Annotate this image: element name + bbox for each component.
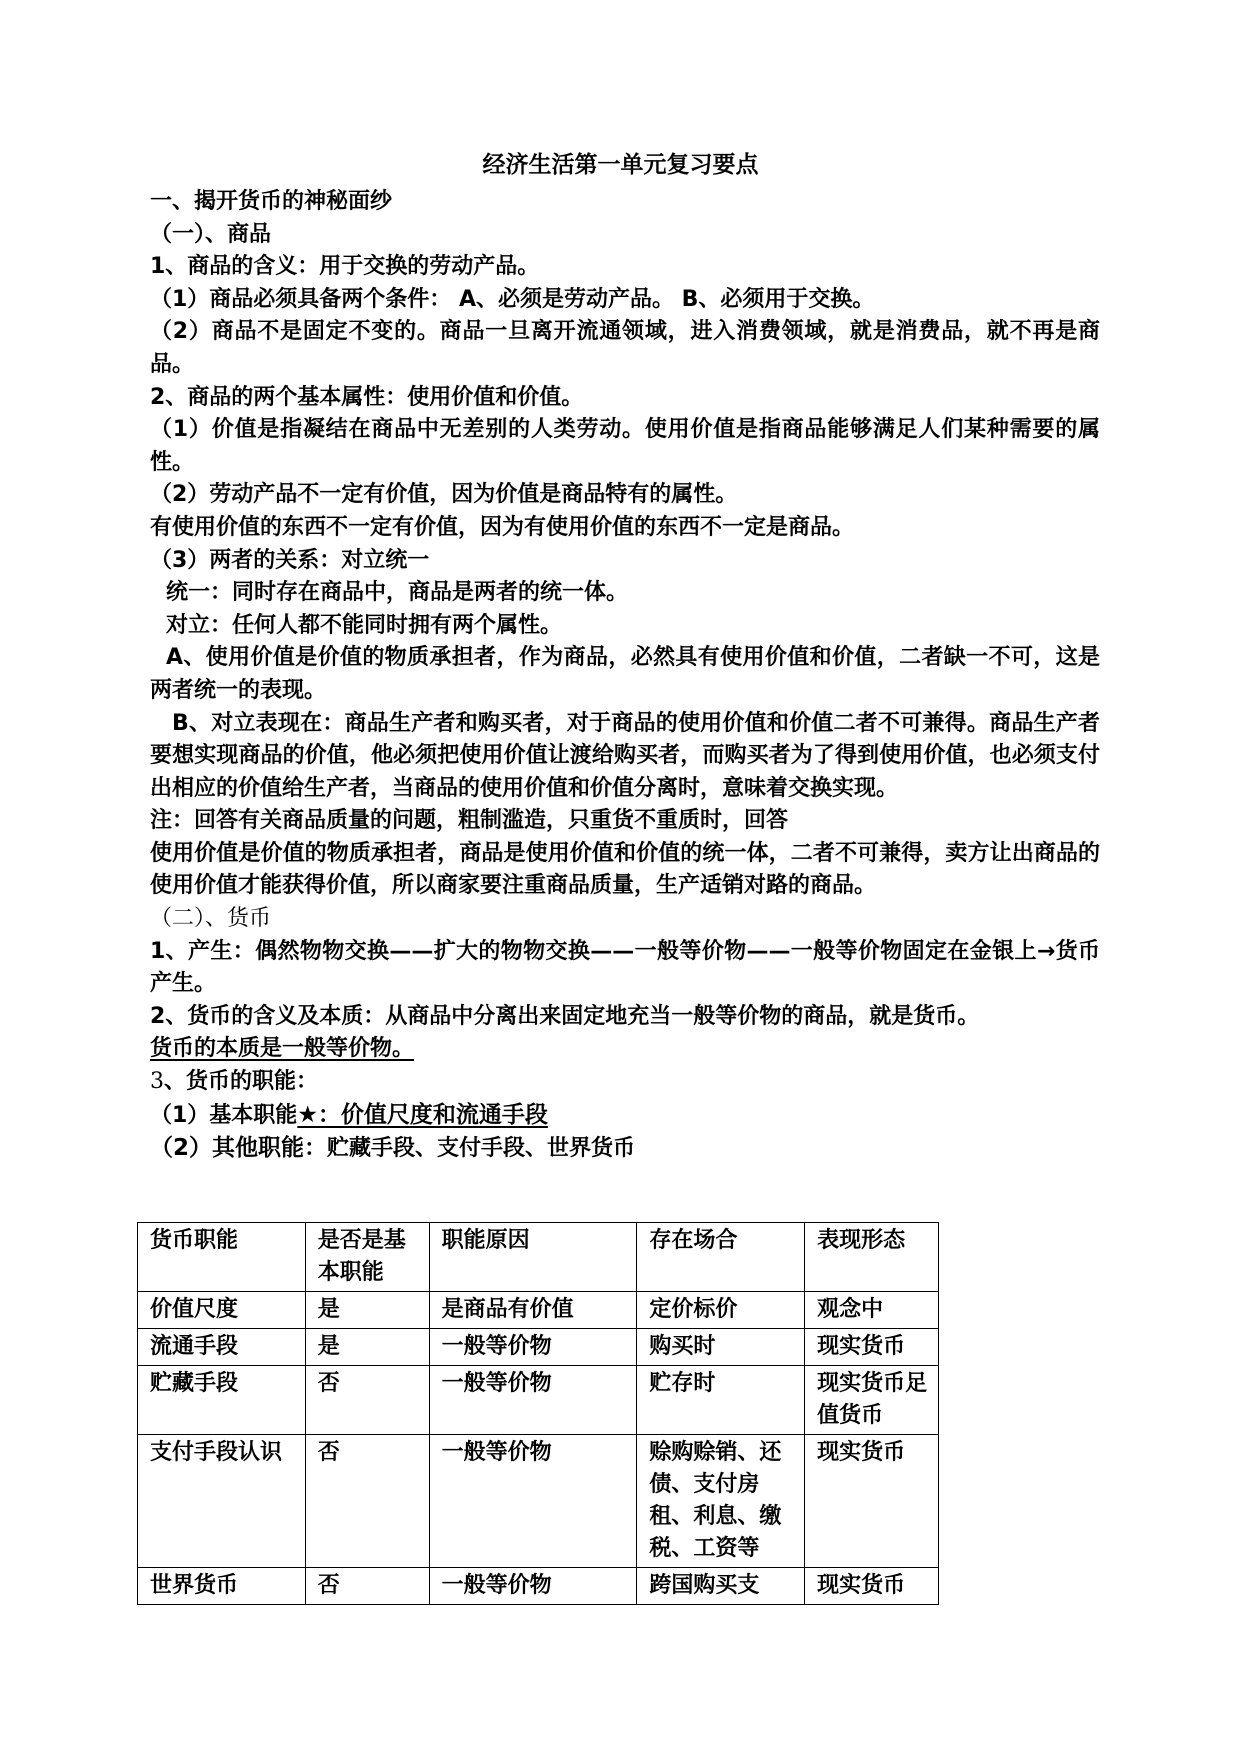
table-cell: 现实货币 xyxy=(805,1435,939,1568)
table-header-cell: 是否是基本职能 xyxy=(305,1223,429,1292)
table-cell: 支付手段认识 xyxy=(138,1435,306,1568)
table-row xyxy=(138,1435,939,1568)
table-row xyxy=(138,1329,939,1366)
table-cell: 是商品有价值 xyxy=(429,1292,637,1329)
table-cell: 价值尺度 xyxy=(138,1292,306,1329)
table-cell: 一般等价物 xyxy=(429,1329,637,1366)
underlined-text: 货币的本质是一般等价物。 xyxy=(150,1036,415,1062)
table-cell: 购买时 xyxy=(637,1329,805,1366)
table-cell: 赊购赊销、还债、支付房租、利息、缴税、工资等 xyxy=(637,1435,805,1568)
paragraph: 使用价值是价值的物质承担者，商品是使用价值和价值的统一体，二者不可兼得，卖方让出商品的使用价值才能获得价值，所以商家要注重商品质量，生产适销对路的商品。 xyxy=(150,840,1100,899)
table-cell: 观念中 xyxy=(805,1292,939,1329)
table-header-cell: 货币职能 xyxy=(138,1223,306,1292)
table-cell: 是 xyxy=(305,1292,429,1329)
paragraph: 2、货币的含义及本质：从商品中分离出来固定地充当一般等价物的商品，就是货币。 xyxy=(150,1003,980,1029)
paragraph: B、对立表现在：商品生产者和购买者，对于商品的使用价值和价值二者不可兼得。商品生产者要想实现商品的价值，他必须把使用价值让渡给购买者，而购买者为了得到使用价值，也必须支付出相应的价值给生产者，当商品的使用价值和价值分离时，意味着交换实现。 xyxy=(150,710,1100,801)
table-cell: 世界货币 xyxy=(138,1568,306,1605)
table-cell: 贮存时 xyxy=(637,1366,805,1435)
paragraph xyxy=(150,1033,1100,1066)
table-cell: 一般等价物 xyxy=(429,1568,637,1605)
table-cell: 一般等价物 xyxy=(429,1435,637,1568)
table-cell: 现实货币 xyxy=(805,1329,939,1366)
table-header-row xyxy=(138,1223,939,1292)
paragraph: （1）商品必须具备两个条件： A、必须是劳动产品。 B、必须用于交换。 xyxy=(150,286,875,312)
paragraph: 2、商品的两个基本属性：使用价值和价值。 xyxy=(150,384,584,410)
paragraph: 1、产生：偶然物物交换——扩大的物物交换——一般等价物——一般等价物固定在金银上→货币产生。 xyxy=(150,938,1100,997)
table-header-cell: 存在场合 xyxy=(637,1223,805,1292)
subsection-heading: （二）、货币 xyxy=(150,906,272,932)
table-row xyxy=(138,1366,939,1435)
document-body xyxy=(150,186,1100,1166)
paragraph: 3、货币的职能： xyxy=(150,1069,319,1095)
paragraph: （2）其他职能：贮藏手段、支付手段、世界货币 xyxy=(150,1135,636,1162)
table-cell: 现实货币 xyxy=(805,1568,939,1605)
table-cell: 定价标价 xyxy=(637,1292,805,1329)
paragraph: 对立：任何人都不能同时拥有两个属性。 xyxy=(166,612,563,638)
table-cell: 是 xyxy=(305,1329,429,1366)
section-heading: 一、揭开货币的神秘面纱 xyxy=(150,189,393,214)
paragraph: 有使用价值的东西不一定有价值，因为有使用价值的东西不一定是商品。 xyxy=(150,514,855,540)
table-cell: 否 xyxy=(305,1366,429,1435)
document-title: 经济生活第一单元复习要点 xyxy=(482,152,759,178)
paragraph: 1、商品的含义：用于交换的劳动产品。 xyxy=(150,254,540,280)
currency-functions-table xyxy=(137,1222,939,1605)
table-cell: 一般等价物 xyxy=(429,1366,637,1435)
table-cell: 贮藏手段 xyxy=(138,1366,306,1435)
table-row xyxy=(138,1568,939,1605)
paragraph: A、使用价值是价值的物质承担者，作为商品，必然具有使用价值和价值，二者缺一不可，这是两者统一的表现。 xyxy=(150,645,1100,703)
paragraph: （2）商品不是固定不变的。商品一旦离开流通领域，进入消费领域，就是消费品，就不再是商品。 xyxy=(150,319,1100,377)
table-header-cell: 职能原因 xyxy=(429,1223,637,1292)
paragraph: 统一：同时存在商品中，商品是两者的统一体。 xyxy=(166,580,629,606)
table-header-cell: 表现形态 xyxy=(805,1223,939,1292)
table-cell: 跨国购买支 xyxy=(637,1568,805,1605)
note-line: 注：回答有关商品质量的问题，粗制滥造，只重货不重质时，回答 xyxy=(150,808,789,834)
subsection-heading: （一）、商品 xyxy=(150,221,272,247)
paragraph: （2）劳动产品不一定有价值，因为价值是商品特有的属性。 xyxy=(150,482,738,508)
paragraph: （3）两者的关系：对立统一 xyxy=(150,547,430,573)
paragraph: （1）价值是指凝结在商品中无差别的人类劳动。使用价值是指商品能够满足人们某种需要的属性。 xyxy=(150,417,1100,475)
table-cell: 否 xyxy=(305,1435,429,1568)
table-row xyxy=(138,1292,939,1329)
underlined-text: ★：价值尺度和流通手段 xyxy=(297,1101,548,1128)
table-cell: 流通手段 xyxy=(138,1329,306,1366)
paragraph: （1）基本职能★：价值尺度和流通手段 xyxy=(150,1101,548,1128)
table-cell: 现实货币足值货币 xyxy=(805,1366,939,1435)
table-cell: 否 xyxy=(305,1568,429,1605)
